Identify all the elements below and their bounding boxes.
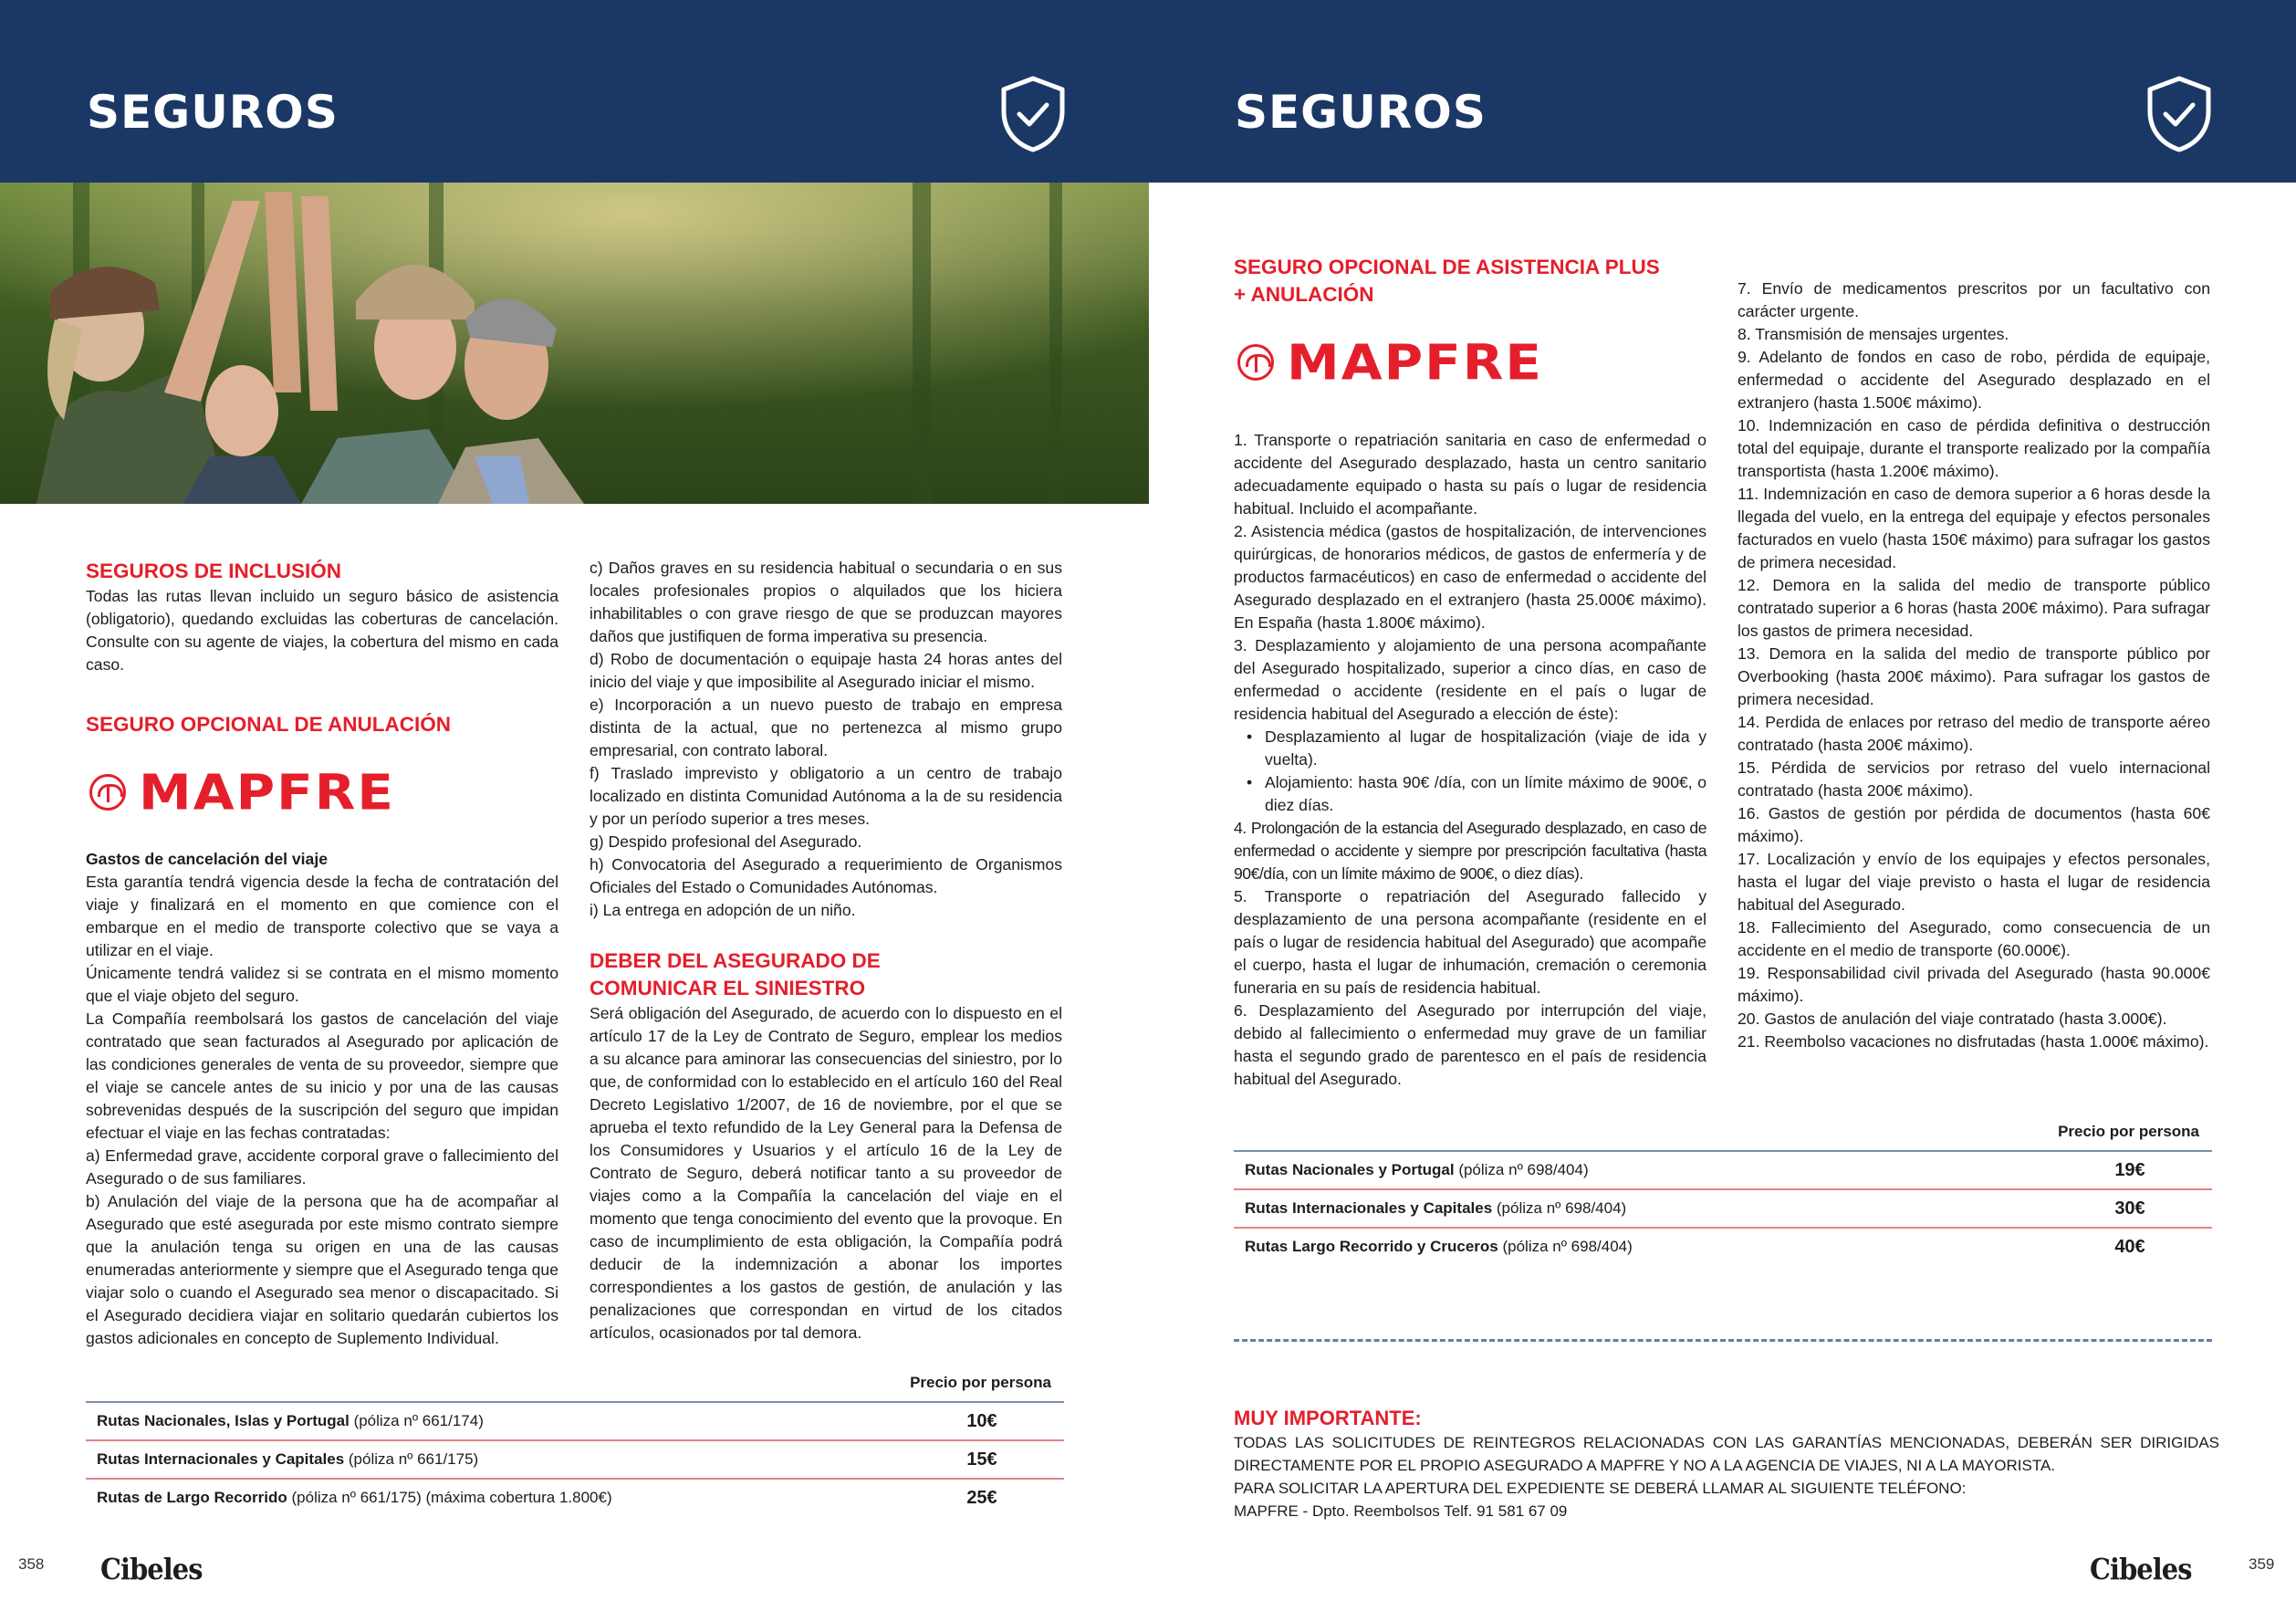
page-number-right: 359 xyxy=(2249,1555,2275,1573)
coverage-item: 3. Desplazamiento y alojamiento de una persona acompañante del Asegurado hospitalizado, superior a cinco días, en caso de enfermedad o accidente (residente en el país o lugar de residencia habitual del Asegurado a elección de éste): xyxy=(1234,636,1706,723)
coverage-item: 10. Indemnización en caso de pérdida definitiva o destrucción total del equipaje, durante el transporte realizado por la compañía transportista (hasta 1.200€ máximo). xyxy=(1738,416,2210,480)
section-title-plus-line2: + ANULACIÓN xyxy=(1234,283,1374,306)
route-price: 19€ xyxy=(2114,1159,2145,1180)
coverage-item: 18. Fallecimiento del Asegurado, como consecuencia de un accidente en el medio de transporte (60.000€). xyxy=(1738,918,2210,959)
anulacion-cause: a) Enfermedad grave, accidente corporal grave o fallecimiento del Asegurado o de sus familiares. xyxy=(86,1146,558,1188)
anulacion-cause: d) Robo de documentación o equipaje hasta 24 horas antes del inicio del viaje y que imposibilite al Asegurado iniciar el mismo. xyxy=(590,650,1062,691)
anulacion-cause: c) Daños graves en su residencia habitual o secundaria o en sus locales profesionales propios o alquilados que los hiciera inhabilitables o con grave riesgo de que se produzcan mayores daños que justifiquen de forma imperativa su presencia. xyxy=(590,559,1062,645)
important-line: PARA SOLICITAR LA APERTURA DEL EXPEDIENTE SE DEBERÁ LLAMAR AL SIGUIENTE TELÉFONO: xyxy=(1234,1480,1967,1497)
anulacion-cause: g) Despido profesional del Asegurado. xyxy=(590,832,862,851)
right-column-1 xyxy=(1234,254,1706,1091)
route-price: 40€ xyxy=(2114,1236,2145,1257)
route-detail: (póliza nº 661/175) (máxima cobertura 1.800€) xyxy=(291,1489,612,1506)
coverage-item: 16. Gastos de gestión por pérdida de documentos (hasta 60€ máximo). xyxy=(1738,804,2210,845)
route-name: Rutas Largo Recorrido y Cruceros xyxy=(1245,1238,1498,1255)
coverage-item: 21. Reembolso vacaciones no disfrutadas (hasta 1.000€ máximo). xyxy=(1738,1032,2209,1051)
coverage-bullet: • Alojamiento: hasta 90€ /día, con un límite máximo de 900€, o diez días. xyxy=(1265,771,1706,817)
cibeles-logo: Cibeles xyxy=(2090,1552,2192,1586)
mapfre-emblem-icon xyxy=(89,774,126,811)
route-name: Rutas Nacionales, Islas y Portugal xyxy=(97,1412,350,1429)
coverage-item: 8. Transmisión de mensajes urgentes. xyxy=(1738,325,2009,343)
route-price: 15€ xyxy=(966,1449,997,1470)
section-title-deber: DEBER DEL ASEGURADO DE COMUNICAR EL SINIESTRO xyxy=(590,949,881,999)
anulacion-cause: i) La entrega en adopción de un niño. xyxy=(590,901,856,919)
important-title: MUY IMPORTANTE: xyxy=(1234,1407,1422,1429)
coverage-item: 2. Asistencia médica (gastos de hospitalización, de intervenciones quirúrgicas, de honorarios médicos, de gastos de enfermería y de productos farmacéuticos) en caso de enfermedad o accidente del Asegurado desplazado en el extranjero (hasta 25.000€ máximo). En España (hasta 1.800€ máximo). xyxy=(1234,522,1706,632)
price-table-right xyxy=(1234,1123,2212,1265)
coverage-item: 7. Envío de medicamentos prescritos por un facultativo con carácter urgente. xyxy=(1738,279,2210,320)
anulacion-paragraph: Esta garantía tendrá vigencia desde la fecha de contratación del viaje y finalizará en el momento en que comience con el embarque en el medio de transporte colectivo que se vaya a utilizar en el viaje. xyxy=(86,873,558,959)
route-detail: (póliza nº 698/404) xyxy=(1458,1161,1589,1178)
coverage-item: 1. Transporte o repatriación sanitaria en caso de enfermedad o accidente del Asegurado desplazado, hasta un centro sanitario adecuadamente equipado o hasta su país o lugar de residencia habitual. Incluido el acompañante. xyxy=(1234,431,1706,518)
coverage-3-bullets xyxy=(1234,726,1706,817)
mapfre-wordmark: MAPFRE xyxy=(1287,333,1544,392)
reimbursement-phone: MAPFRE - Dpto. Reembolsos Telf. 91 581 67 09 xyxy=(1234,1502,1568,1520)
coverage-item: 5. Transporte o repatriación del Asegurado fallecido y desplazamiento de una persona acompañante (residente en el país o lugar de residencia habitual del Asegurado) que acompañe el cuerpo, hasta el lugar de inhumación, cremación o ceremonia funeraria en su país de residencia habitual. xyxy=(1234,887,1706,997)
inclusion-text: Todas las rutas llevan incluido un seguro básico de asistencia (obligatorio), quedando excluidas las coberturas de cancelación. Consulte con su agente de viajes, la cobertura del mismo en cada caso. xyxy=(86,587,558,674)
shield-check-icon xyxy=(2145,75,2214,153)
route-name: Rutas Internacionales y Capitales xyxy=(1245,1199,1493,1217)
dashed-divider xyxy=(1234,1339,2212,1342)
coverage-item: 11. Indemnización en caso de demora superior a 6 horas desde la llegada del vuelo, en la entrega del equipaje y efectos personales facturados en vuelo (hasta 150€ máximo) para sufragar los gastos de primera necesidad. xyxy=(1738,485,2210,571)
cibeles-logo: Cibeles xyxy=(100,1552,203,1586)
anulacion-paragraph: La Compañía reembolsará los gastos de cancelación del viaje contratado que sean facturados al Asegurado por aplicación de las condiciones generales de venta de su proveedor, siempre que el viaje se cancele antes de su inicio y por una de las causas sobrevenidas después de la suscripción del seguro que impidan efectuar el viaje en las fechas contratadas: xyxy=(86,1010,558,1142)
route-price: 25€ xyxy=(966,1487,997,1508)
route-name: Rutas Nacionales y Portugal xyxy=(1245,1161,1455,1178)
route-name: Rutas Internacionales y Capitales xyxy=(97,1450,345,1468)
route-detail: (póliza nº 698/404) xyxy=(1502,1238,1633,1255)
coverage-item: 14. Perdida de enlaces por retraso del medio de transporte aéreo contratado (hasta 200€ máximo). xyxy=(1738,713,2210,754)
mapfre-logo xyxy=(1237,333,1706,392)
route-detail: (póliza nº 661/175) xyxy=(348,1450,479,1468)
mapfre-logo xyxy=(89,763,558,821)
route-price: 30€ xyxy=(2114,1198,2145,1219)
section-title-anulacion: SEGURO OPCIONAL DE ANULACIÓN xyxy=(86,713,452,736)
page-number-left: 358 xyxy=(18,1555,45,1573)
header-band xyxy=(0,0,2296,183)
section-title-inclusion: SEGUROS DE INCLUSIÓN xyxy=(86,560,342,582)
price-header: Precio por persona xyxy=(910,1374,1051,1391)
route-price: 10€ xyxy=(966,1410,997,1431)
section-title-plus: SEGURO OPCIONAL DE ASISTENCIA PLUS xyxy=(1234,256,1660,278)
page-title-left: SEGUROS xyxy=(87,86,339,139)
coverage-item: 9. Adelanto de fondos en caso de robo, pérdida de equipaje, enfermedad o accidente del Asegurado desplazado en el extranjero (hasta 1.500€ máximo). xyxy=(1738,348,2210,412)
coverage-item: 4. Prolongación de la estancia del Asegurado desplazado, en caso de enfermedad o accidente y siempre por prescripción facultativa (hasta 90€/día, con un límite máximo de 900€, o diez días). xyxy=(1234,819,1706,883)
coverage-item: 17. Localización y envío de los equipajes y efectos personales, hasta el lugar del viaje previsto o hasta el lugar de residencia habitual del Asegurado. xyxy=(1738,850,2210,914)
coverage-item: 15. Pérdida de servicios por retraso del vuelo internacional contratado (hasta 200€ máximo). xyxy=(1738,759,2210,800)
mapfre-emblem-icon xyxy=(1237,344,1274,381)
shield-check-icon xyxy=(998,75,1068,153)
hikers-photo xyxy=(0,183,1149,504)
coverage-item: 6. Desplazamiento del Asegurado por interrupción del viaje, debido al fallecimiento o enfermedad muy grave de un familiar hasta el segundo grado de parentesco en el país de residencia habitual del Asegurado. xyxy=(1234,1001,1706,1088)
table-row xyxy=(1234,1229,2212,1265)
route-detail: (póliza nº 661/174) xyxy=(353,1412,484,1429)
left-column-1 xyxy=(86,558,558,1350)
anulacion-cause: b) Anulación del viaje de la persona que ha de acompañar al Asegurado que esté asegurada por este mismo contrato siempre que la anulación tenga su origen en una de las causas enumeradas anteriormente y siempre que el Asegurado tenga que viajar solo o cuando el Asegurado sea menor o discapacitado. Si el Asegurado decidiera viajar en solitario quedarán cubiertos los gastos adicionales en concepto de Suplemento Individual. xyxy=(86,1192,558,1347)
right-column-2 xyxy=(1738,277,2210,1053)
deber-text: Será obligación del Asegurado, de acuerdo con lo dispuesto en el artículo 17 de la Ley de Contrato de Seguro, emplear los medios a su alcance para aminorar las consecuencias del siniestro, por lo que, de conformidad con lo establecido en el artículo 160 del Real Decreto Legislativo 1/2007, de 16 de noviembre, por el que se aprueba el texto refundido de la Ley General para la Defensa de los Consumidores y Usuarios y el artículo 16 de la Ley de Contrato de Seguro, deberá notificar tanto a su proveedor de viajes como a la Compañía la cancelación del viaje en el momento que tenga conocimiento del evento que la provoque. En caso de incumplimiento de esta obligación, la Compañía podrá deducir de la indemnización a abonar los importes correspondientes a los gastos de gestión, de anulación y las penalizaciones que correspondan en virtud de los citados artículos, ocasionados por tal demora. xyxy=(590,1004,1062,1342)
coverage-item: 19. Responsabilidad civil privada del Asegurado (hasta 90.000€ máximo). xyxy=(1738,964,2210,1005)
coverage-item: 12. Demora en la salida del medio de transporte público contratado superior a 6 horas (hasta 200€ máximo). Para sufragar los gastos de primera necesidad. xyxy=(1738,576,2210,640)
coverage-item: 20. Gastos de anulación del viaje contratado (hasta 3.000€). xyxy=(1738,1010,2167,1028)
page-title-right: SEGUROS xyxy=(1235,86,1487,139)
table-row xyxy=(86,1480,1064,1516)
anulacion-cause: f) Traslado imprevisto y obligatorio a un centro de trabajo localizado en distinta Comunidad Autónoma a la de su residencia y por un período superior a tres meses. xyxy=(590,764,1062,828)
anulacion-paragraph: Únicamente tendrá validez si se contrata en el mismo momento que el viaje objeto del seguro. xyxy=(86,964,558,1005)
coverage-bullet: • Desplazamiento al lugar de hospitalización (viaje de ida y vuelta). xyxy=(1265,726,1706,771)
subtitle-gastos-cancelacion: Gastos de cancelación del viaje xyxy=(86,850,329,868)
anulacion-cause: e) Incorporación a un nuevo puesto de trabajo en empresa distinta de la actual, que no pertenezca al mismo grupo empresarial, con contrato laboral. xyxy=(590,696,1062,759)
route-detail: (póliza nº 698/404) xyxy=(1496,1199,1627,1217)
anulacion-cause: h) Convocatoria del Asegurado a requerimiento de Organismos Oficiales del Estado o Comunidades Autónomas. xyxy=(590,855,1062,896)
coverage-item: 13. Demora en la salida del medio de transporte público por Overbooking (hasta 200€ máximo). Para sufragar los gastos de primera necesidad. xyxy=(1738,644,2210,708)
price-header: Precio por persona xyxy=(2058,1123,2199,1140)
table-row xyxy=(86,1403,1064,1439)
table-row xyxy=(86,1441,1064,1478)
route-name: Rutas de Largo Recorrido xyxy=(97,1489,287,1506)
important-notice xyxy=(1234,1406,2219,1523)
mapfre-wordmark: MAPFRE xyxy=(139,763,396,821)
left-column-2 xyxy=(590,557,1062,1345)
price-table-left xyxy=(86,1374,1064,1516)
table-row xyxy=(1234,1190,2212,1227)
table-row xyxy=(1234,1152,2212,1188)
important-line: TODAS LAS SOLICITUDES DE REINTEGROS RELACIONADAS CON LAS GARANTÍAS MENCIONADAS, DEBERÁN SER DIRIGIDAS DIRECTAMENTE POR EL PROPIO ASEGURADO A MAPFRE Y NO A LA AGENCIA DE VIAJES, NI A LA MAYORISTA. xyxy=(1234,1434,2219,1474)
